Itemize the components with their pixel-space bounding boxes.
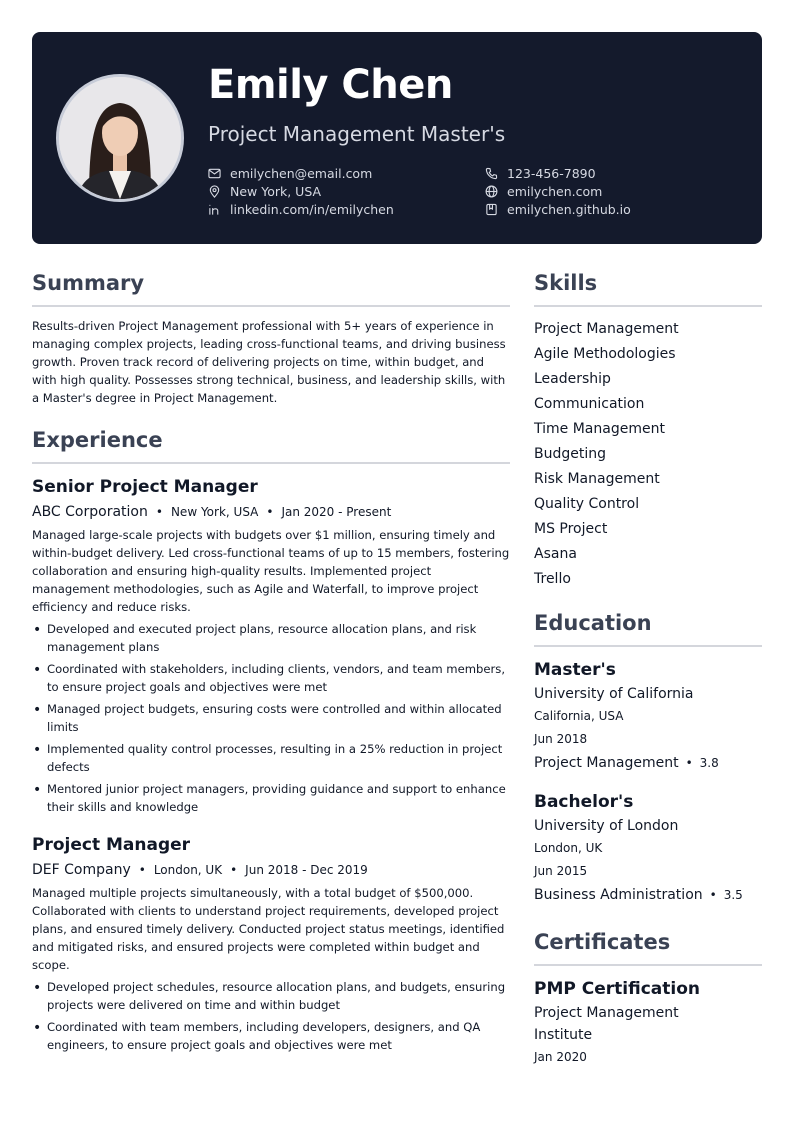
job-entry: [32, 474, 510, 816]
experience-heading: Experience: [32, 427, 510, 464]
certificate-entry: [534, 976, 762, 1069]
list-item: • Mentored junior project managers, providing guidance and support to enhance their skills and knowledge: [32, 780, 510, 816]
skills-section: [534, 270, 762, 592]
contact-list-left: [208, 166, 394, 216]
education-school: University of California: [534, 686, 694, 702]
education-school: University of London: [534, 818, 679, 834]
education-degree: Master's: [534, 660, 616, 680]
job-location: London, UK: [153, 863, 223, 877]
education-entry: [534, 657, 762, 775]
list-item: • Developed and executed project plans, resource allocation plans, and risk management plans: [32, 620, 510, 656]
certificates-section: [534, 929, 762, 1069]
location-icon: [208, 185, 221, 198]
skill-item: Agile Methodologies: [534, 346, 676, 362]
experience-section: [32, 427, 510, 1054]
education-field-name: Project Management: [534, 755, 679, 771]
job-dates: Jan 2020 - Present: [281, 505, 392, 519]
skill-item: Asana: [534, 546, 577, 562]
skill-item: Risk Management: [534, 471, 660, 487]
skills-heading: Skills: [534, 270, 762, 307]
side-column: [534, 270, 762, 1069]
education-gpa: 3.5: [723, 888, 743, 902]
candidate-headline: Project Management Master's: [208, 122, 506, 146]
job-bullets: [32, 978, 510, 1054]
certificates-heading: Certificates: [534, 929, 762, 966]
education-date: Jun 2018: [534, 732, 588, 746]
contact-email[interactable]: [208, 166, 394, 180]
education-gpa: 3.8: [699, 756, 719, 770]
job-bullets: [32, 620, 510, 816]
job-meta: ABC Corporation • New York, USA • Jan 2020 - Present: [32, 504, 392, 520]
education-field-name: Business Administration: [534, 887, 703, 903]
linkedin-icon: [208, 203, 221, 216]
certificate-date: Jan 2020: [534, 1050, 587, 1064]
main-column: [32, 270, 510, 1058]
education-field: Business Administration • 3.5: [534, 887, 743, 903]
mail-icon: [208, 167, 221, 180]
skill-item: Time Management: [534, 421, 665, 437]
skill-item: Communication: [534, 396, 645, 412]
education-heading: Education: [534, 610, 762, 647]
education-location: London, UK: [534, 841, 603, 855]
list-item: • Coordinated with team members, including developers, designers, and QA engineers, to ensure project goals and objectives were met: [32, 1018, 510, 1054]
education-field: Project Management • 3.8: [534, 755, 719, 771]
job-description: Managed large-scale projects with budgets over $1 million, ensuring timely and within-budget delivery. Led cross-functional teams of up to 15 members, fostering collaboration and ensuring high-quality results. Implemented project management methodologies, such as Agile and Waterfall, to improve project efficiency and reduce risks.: [32, 528, 510, 614]
contact-website[interactable]: [485, 184, 631, 198]
list-item: • Managed project budgets, ensuring costs were controlled and within allocated limits: [32, 700, 510, 736]
website-text: emilychen.com: [507, 183, 603, 199]
github-icon: [485, 203, 498, 216]
education-location: California, USA: [534, 709, 624, 723]
phone-icon: [485, 167, 498, 180]
skill-item: Trello: [534, 571, 571, 587]
contact-phone[interactable]: [485, 166, 631, 180]
job-company: DEF Company: [32, 862, 131, 878]
job-meta: DEF Company • London, UK • Jun 2018 - Dec 2019: [32, 862, 368, 878]
globe-icon: [485, 185, 498, 198]
education-entry: [534, 789, 762, 907]
job-company: ABC Corporation: [32, 504, 148, 520]
list-item: • Implemented quality control processes, resulting in a 25% reduction in project defects: [32, 740, 510, 776]
summary-text: Results-driven Project Management professional with 5+ years of experience in managing complex projects, leading cross-functional teams, and driving business growth. Proven track record of delivering projects on time, within budget, and with high quality. Possesses strong technical, business, and leadership skills, with a Master's degree in Project Management.: [32, 319, 506, 405]
education-degree: Bachelor's: [534, 792, 634, 812]
github-text: emilychen.github.io: [507, 201, 631, 217]
job-title: Senior Project Manager: [32, 477, 258, 497]
summary-section: [32, 270, 510, 407]
skill-item: Project Management: [534, 321, 679, 337]
phone-text: 123-456-7890: [507, 165, 596, 181]
profile-photo: [56, 74, 184, 202]
job-location: New York, USA: [170, 505, 259, 519]
job-title: Project Manager: [32, 835, 191, 855]
skills-list: [534, 317, 762, 592]
email-text: emilychen@email.com: [230, 165, 373, 181]
job-description: Managed multiple projects simultaneously, with a total budget of $500,000. Collaborated with clients to understand project requirements, developed project plans, and ensured timely delivery. Conducted project status meetings, identified and mitigated risks, and ensured projects were completed within budget and scope.: [32, 886, 505, 972]
skill-item: MS Project: [534, 521, 608, 537]
job-dates: Jun 2018 - Dec 2019: [245, 863, 368, 877]
certificate-issuer: Project Management Institute: [534, 1005, 679, 1043]
contact-list-right: [485, 166, 631, 216]
location-text: New York, USA: [230, 183, 322, 199]
contact-github[interactable]: [485, 202, 631, 216]
education-section: [534, 610, 762, 907]
job-entry: [32, 832, 510, 1054]
skill-item: Budgeting: [534, 446, 607, 462]
contact-location: [208, 184, 394, 198]
list-item: • Coordinated with stakeholders, including clients, vendors, and team members, to ensure project goals and objectives were met: [32, 660, 510, 696]
skill-item: Quality Control: [534, 496, 640, 512]
list-item: • Developed project schedules, resource allocation plans, and budgets, ensuring projects were delivered on time and within budget: [32, 978, 510, 1014]
contact-linkedin[interactable]: [208, 202, 394, 216]
linkedin-text: linkedin.com/in/emilychen: [230, 201, 394, 217]
candidate-name: Emily Chen: [208, 62, 453, 108]
resume-header: [32, 32, 762, 244]
certificate-name: PMP Certification: [534, 979, 700, 999]
education-date: Jun 2015: [534, 864, 588, 878]
summary-heading: Summary: [32, 270, 510, 307]
skill-item: Leadership: [534, 371, 611, 387]
